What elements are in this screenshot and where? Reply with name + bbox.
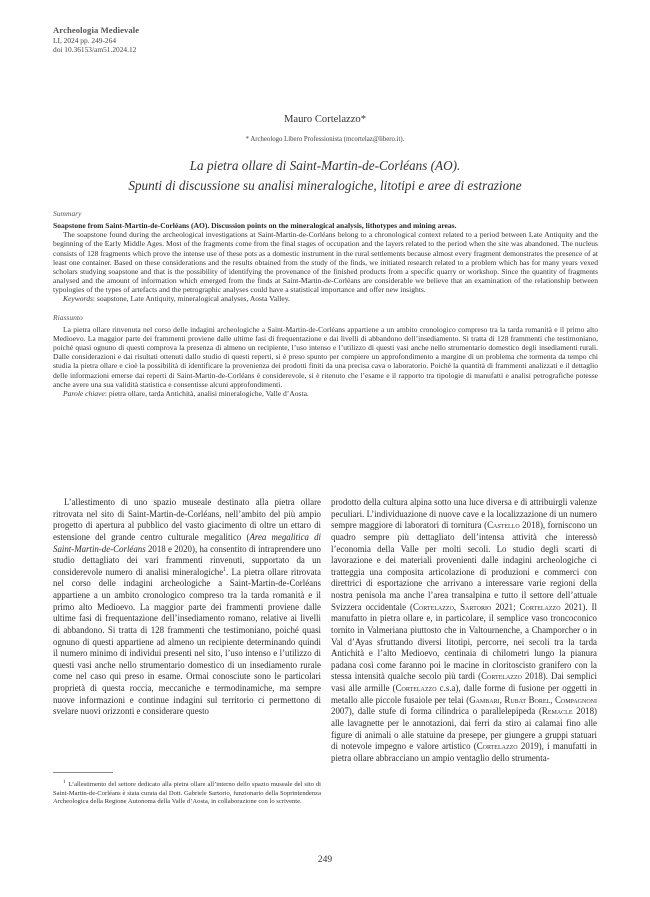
body-text: 2018) alle lavagnette per le annotazioni, dai ferri da stiro ai calamai fino alle figure di animali o alle statuine da presepe, per giungere a gruppi statuari di notevole impegno e valore artistico ( [331, 706, 597, 752]
citation-author: Cortelazzo [519, 601, 561, 612]
author-affiliation: * Archeologo Libero Professionista (mcortelaz@libero.it). [245, 136, 405, 143]
footnote-reference[interactable]: 1 [223, 566, 227, 573]
citation-author: Castello [487, 520, 520, 531]
article-title-line-1: La pietra ollare di Saint-Martin-de-Corléans (AO). [189, 158, 461, 173]
citation-author: Cortelazzo [481, 671, 522, 682]
citation-italic: Area megalitica di Saint-Martin-de-Corléans [53, 531, 322, 554]
body-text: 2021). Il manufatto in pietra ollare e, in particolare, il semplice vaso troncoconico tornito in Valmeriana piuttosto che in Valtournenche, a Champorcher o in Val d’Ayas sfruttando diversi litotipi, percorre, nei secoli tra la tarda Antichità e l’alto Medioevo, centinaia di chilometri lungo la pianura padana così come faranno poi le macine in cloritoscisto granifero con la stessa intensità qualche secolo più tardi ( [331, 601, 597, 682]
citation-author: Cortelazzo [476, 741, 518, 752]
keywords-label: Keywords [63, 294, 93, 304]
footnote [53, 779, 321, 806]
summary-label: Summary [53, 209, 82, 218]
body-text: 2007), dalle stufe di forma cilindrica o parallelepipeda ( [331, 706, 542, 717]
keywords-text: : soapstone, Late Antiquity, mineralogical analyses, Aosta Valley. [92, 294, 290, 304]
footnote-divider [53, 772, 113, 773]
citation-author: Gambari, Rubat Borel, Compagnoni [469, 694, 597, 705]
body-paragraph [53, 497, 321, 718]
body-column-right [331, 497, 597, 764]
body-text: 2018). Dai semplici vasi alle armille ( [331, 671, 597, 693]
citation-author: Cortelazzo, Sartorio [413, 601, 492, 612]
article-title [0, 156, 650, 196]
riassunto-label: Riassunto [53, 312, 83, 322]
author-name: Mauro Cortelazzo* [283, 114, 367, 125]
body-text: c.s.a), dalle forme di fusione per oggetti in metallo alle piccole fusaiole per telai ( [331, 683, 597, 705]
abstract-section [53, 209, 598, 398]
body-text: 2018 e 2020), ha consentito di intraprendere uno studio dettagliato dei vari frammenti rinvenuti, supportato da un considerevole numero di analisi mineralogiche [53, 543, 321, 577]
body-text: . La pietra ollare ritrovata nel corso delle indagini archeologiche a Saint-Martin-de-Corléans appartiene a un ambito cronologico compreso tra la tarda romanità e il primo alto Medioevo. La maggior parte dei frammenti proviene dalle ultime fasi di frequentazione dell’insediamento romano, relative ai livelli di abbandono. Si tratta di 128 frammenti che testimoniano, poiché quasi ognuno di questi appartiene ad almeno un recipiente determinando quindi il numero minimo di individui presenti nel sito, l’uso intenso e l’utilizzo di questi vasi anche nello strumentario domestico di un insediamento rurale come nel caso qui preso in esame. Ormai conosciute sono le particolari proprietà di questa roccia, meccaniche e termodinamiche, ma sempre nuove informazioni e continue indagini sul territorio ci permettono di svelare nuovi orizzonti e considerare questo [53, 566, 321, 717]
journal-header [53, 26, 139, 55]
body-text: 2019), i manufatti in pietra ollare abbracciano un ampio ventaglio dello strumenta- [331, 741, 597, 763]
summary-body: The soapstone found during the archeological investigations at Saint-Martin-de-Corléans belong to a chronological context related to a period between Late Antiquity and the beginning of the Early Middle Ages. Most of the fragments come from the final stages of occupation and the layers related to the period when the site was abandoned. The nucleus consists of 128 fragments which prove the intense use of these pots as a domestic instrument in the rural settlements because almost every fragment demonstrates the presence of at least one container. Based on these considerations and the results obtained from the study of the finds, we initiated research related to a problem which has for many years vexed scholars studying soapstone and that is the possibility of identifying the provenance of the finished products from a specific quarry or workshop. Since the quantity of fragments analysed and the amount of information which emerged from the finds at Saint-Martin-de-Corléans are considerable we believe that an examination of the relationship between typologies of the types of artefacts and the petrographic analyses could have a statistical importance and offer new insights. [53, 230, 598, 295]
summary-english-title: Soapstone from Saint-Martin-de-Corléans (AO). Discussion points on the mineralogical analysis, lithotypes and mining areas. [53, 221, 457, 231]
journal-name: Archeologia Medievale [53, 25, 140, 35]
summary-keywords [53, 294, 598, 303]
citation-author: Cortelazzo [395, 683, 437, 693]
citation-author: Remacle [541, 706, 573, 717]
body-paragraph-continued [331, 497, 597, 764]
riassunto-body: La pietra ollare rinvenuta nel corso delle indagini archeologiche a Saint-Martin-de-Corléans appartiene a un ambito cronologico compreso tra la tarda romanità e il primo alto Medioevo. La maggior parte dei frammenti proviene dalle ultime fasi di frequentazione e dai livelli di abbandono dell’insediamento. Si tratta di 128 frammenti che testimoniano, poiché quasi ognuno di questi comprova la presenza di almeno un recipiente, l’uso intenso e l’utilizzo di questi vasi anche nello strumentario domestico degli insediamenti rurali. Dalle considerazioni e dai risultati ottenuti dallo studio di questi reperti, si è preso spunto per compiere un approfondimento a margine di un problema che tormenta da tempo chi studia la pietra ollare e cioè la possibilità di identificare la provenienza dei prodotti finiti da una precisa cava o laboratorio. Poiché la quantità di frammenti analizzati e il dettaglio delle informazioni emerse dai reperti di Saint-Martin-de-Corléans è considerevole, si è ritenuto che l’esame e il rapporto tra tipologie di manufatti e analisi petrografiche potesse anche avere una sua validità statistica e consentisse alcuni approfondimenti. [53, 324, 598, 389]
parole-chiave-label: Parole chiave [63, 388, 105, 398]
page-number: 249 [317, 855, 333, 865]
body-text: prodotto della cultura alpina sotto una luce diversa e di attribuirgli valenze peculiari. L’individuazione di nuove cave e la localizzazione di un numero sempre maggiore di laboratori di tornitura ( [331, 497, 597, 531]
body-text: L’allestimento di uno spazio museale destinato alla pietra ollare ritrovata nel sito di Saint-Martin-de-Corléans, nell’ambito del più ampio progetto di apertura al pubblico del vasto giacimento di oltre un ettaro di estensione del grande centro culturale megalitico ( [53, 497, 321, 542]
riassunto-block [53, 313, 598, 398]
journal-volume: LI, 2024 pp. 249-264 [53, 35, 117, 45]
body-column-left [53, 497, 321, 718]
footnote-text: L’allestimento del settore dedicato alla pietra ollare all’interno dello spazio museale del sito di Saint-Martin-de-Corléans è stata curata dal Dott. Gabriele Sartorio, funzionario della Soprintendenza Archeologica della Regione Autonoma della Valle d’Aosta, in collaborazione con lo scrivente. [53, 781, 321, 805]
riassunto-keywords [53, 389, 598, 398]
parole-chiave-text: : pietra ollare, tarda Antichità, analisi mineralogiche, Valle d’Aosta. [104, 388, 309, 398]
journal-doi: doi 10.36153/am51.2024.12 [53, 45, 137, 54]
footnote-number: 1 [63, 780, 66, 785]
article-title-line-2: Spunti di discussione su analisi mineralogiche, litotipi e aree di estrazione [128, 178, 522, 193]
body-text: 2021; [491, 601, 520, 612]
body-text: 2018), forniscono un quadro sempre più dettagliato dell’intensa attività che interessò l’economia della Valle per molti secoli. Lo studio degli scarti di lavorazione e dei materiali provenienti dalle indagini archeologiche ci tratteggia una composita articolazione di produzioni e commerci con direttrici di esportazione che arrivano a interessare varie regioni della nostra penisola ma anche l’area transalpina e tutto il settore dell’attuale Svizzera occidentale ( [331, 520, 598, 612]
